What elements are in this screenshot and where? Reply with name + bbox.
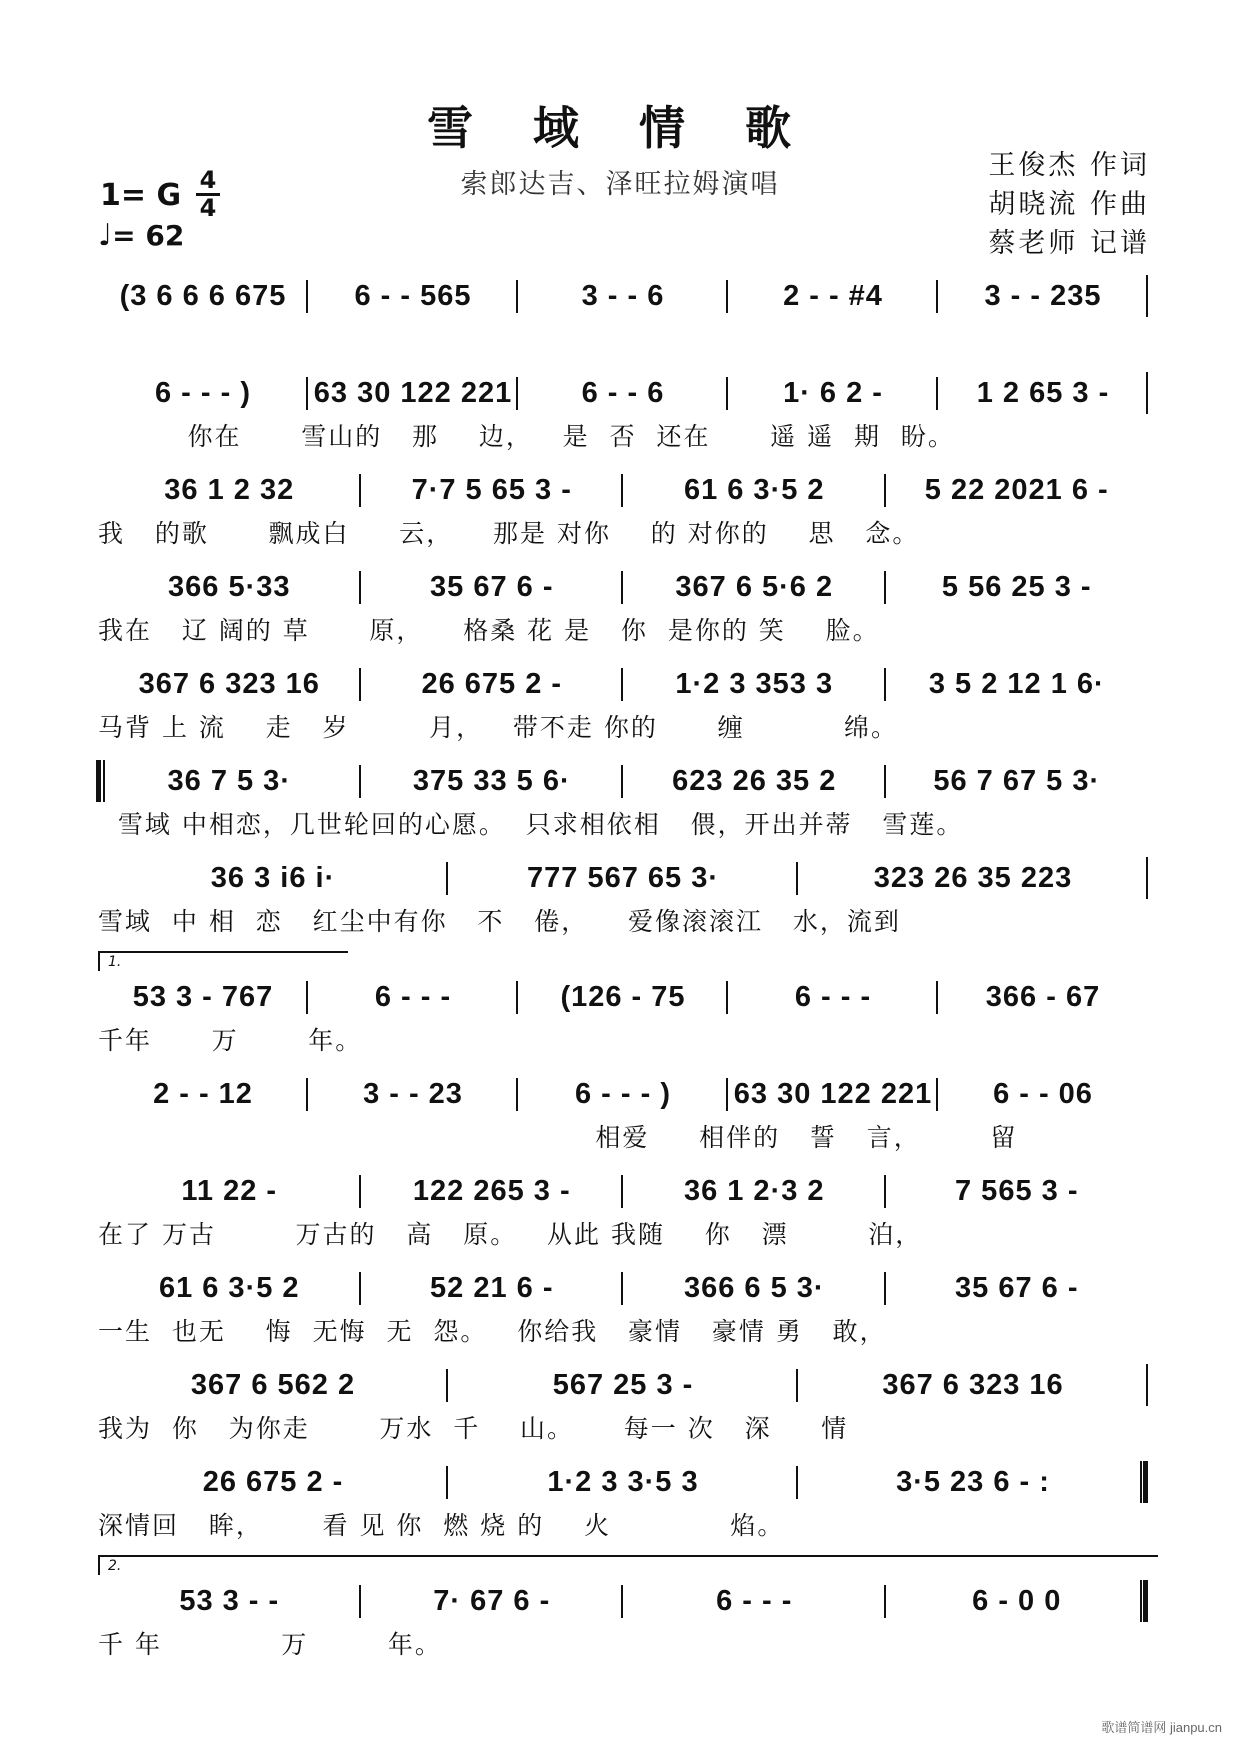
measure: 1·2 3 353 3 (623, 668, 886, 701)
measure: 35 67 6 - (361, 571, 624, 604)
measure: 2 - - 12 (98, 1078, 308, 1111)
measure: 367 6 562 2 (98, 1369, 448, 1402)
measure: 36 1 2 32 (98, 474, 361, 507)
measure: 7 565 3 - (886, 1175, 1149, 1208)
score-system (98, 757, 1148, 854)
lyric-line: 相爱 相伴的 誓 言， 留 (98, 1123, 1018, 1152)
measure: 366 6 5 3· (623, 1272, 886, 1305)
lyric-line (98, 322, 1148, 358)
measure: 36 3 i6 i· (98, 862, 448, 895)
notation-line (98, 757, 1148, 806)
measure: 366 5·33 (98, 571, 361, 604)
lyric-line: 千年 万 年。 (98, 1026, 363, 1055)
barline (1140, 1461, 1148, 1503)
measure: 777 567 65 3· (448, 862, 798, 895)
lyric-line: 千 年 万 年。 (98, 1630, 442, 1659)
measure: 122 265 3 - (361, 1175, 624, 1208)
measure: 53 3 - 767 (98, 981, 308, 1014)
notation-line (98, 1361, 1148, 1410)
barline (1140, 1580, 1148, 1622)
measure: 323 26 35 223 (798, 862, 1148, 895)
measure: 6 - - - (728, 981, 938, 1014)
measure: 63 30 122 221 (308, 377, 518, 410)
lyric-line: 我 的歌 飘成白 云， 那是 对你 的 对你的 思 念。 (98, 519, 920, 548)
notation-line (98, 369, 1148, 418)
measure: 53 3 - - (98, 1585, 361, 1618)
score-system (98, 563, 1148, 660)
lyric-line: 在了 万古 万古的 高 原。 从此 我随 你 漂 泊， (98, 1220, 923, 1249)
measure: 6 - - - ) (98, 377, 308, 410)
score-system (98, 660, 1148, 757)
measure: 367 6 323 16 (798, 1369, 1148, 1402)
measure: 3 5 2 12 1 6· (886, 668, 1149, 701)
notation-line (98, 1458, 1148, 1507)
composer: 胡晓流 作曲 (988, 189, 1150, 220)
volta-bracket: 1. (98, 951, 348, 971)
notation-line (98, 1577, 1148, 1626)
credits (988, 146, 1150, 263)
measure: (3 6 6 6 675 (98, 280, 308, 313)
watermark: 歌谱简谱网 jianpu.cn (1101, 1720, 1222, 1735)
measure: 367 6 5·6 2 (623, 571, 886, 604)
measure: 5 22 2021 6 - (886, 474, 1149, 507)
score-system (98, 954, 1148, 1070)
measure: 1 2 65 3 - (938, 377, 1148, 410)
measure: 567 25 3 - (448, 1369, 798, 1402)
lyric-line: 雪域 中 相 恋 红尘中有你 不 倦， 爱像滚滚江 水，流到 (98, 907, 901, 936)
measure: 36 7 5 3· (98, 765, 361, 798)
notation-line (98, 1264, 1148, 1313)
measure: 3 - - 235 (938, 280, 1148, 313)
lyric-line: 雪域 中相恋，几世轮回的心愿。 只求相依相 偎，开出并蒂 雪莲。 (98, 810, 964, 839)
score-system (98, 854, 1148, 951)
tempo-mark (98, 218, 184, 253)
measure: 6 - - - ) (518, 1078, 728, 1111)
notation-line (98, 660, 1148, 709)
measure: 63 30 122 221 (728, 1078, 938, 1111)
time-signature (196, 168, 220, 221)
time-top: 4 (199, 166, 217, 194)
tempo-value: = 62 (112, 219, 185, 252)
barline (1146, 857, 1148, 899)
song-title: 雪 域 情 歌 (426, 101, 814, 155)
measure: 56 7 67 5 3· (886, 765, 1149, 798)
measure: 6 - 0 0 (886, 1585, 1149, 1618)
score-system (98, 272, 1148, 369)
lyric-line: 马背 上 流 走 岁 月， 带不走 你的 缠 绵。 (98, 713, 899, 742)
measure: 3 - - 6 (518, 280, 728, 313)
lyric-line: 深情回 眸， 看 见 你 燃 烧 的 火 焰。 (98, 1511, 785, 1540)
notation-line (98, 854, 1148, 903)
repeat-start-barline (96, 760, 105, 802)
notation-line (98, 1167, 1148, 1216)
measure: 1·2 3 3·5 3 (448, 1466, 798, 1499)
score-system (98, 1361, 1148, 1458)
notation-line (98, 973, 1148, 1022)
notation-line (98, 272, 1148, 321)
transcriber: 蔡老师 记谱 (988, 228, 1150, 259)
measure: 7· 67 6 - (361, 1585, 624, 1618)
measure: 36 1 2·3 2 (623, 1175, 886, 1208)
measure: 26 675 2 - (98, 1466, 448, 1499)
measure: 6 - - - (308, 981, 518, 1014)
quarter-note-icon: ♩ (98, 218, 113, 253)
measure: 375 33 5 6· (361, 765, 624, 798)
score-system (98, 1558, 1148, 1674)
measure: 11 22 - (98, 1175, 361, 1208)
measure: 61 6 3·5 2 (98, 1272, 361, 1305)
score-system (98, 1458, 1148, 1555)
measure: 6 - - 565 (308, 280, 518, 313)
measure: (126 - 75 (518, 981, 728, 1014)
lyric-line: 我在 辽 阔的 草 原， 格桑 花 是 你 是你的 笑 脸。 (98, 616, 880, 645)
score-system (98, 1264, 1148, 1361)
measure: 6 - - 06 (938, 1078, 1148, 1111)
measure: 367 6 323 16 (98, 668, 361, 701)
score-system (98, 1070, 1148, 1167)
lyricist: 王俊杰 作词 (988, 150, 1150, 181)
score-system (98, 466, 1148, 563)
measure: 35 67 6 - (886, 1272, 1149, 1305)
performers: 索郎达吉、泽旺拉姆演唱 (460, 169, 780, 200)
score (98, 272, 1148, 1674)
score-system (98, 369, 1148, 466)
measure: 6 - - 6 (518, 377, 728, 410)
notation-line (98, 466, 1148, 515)
measure: 2 - - #4 (728, 280, 938, 313)
measure: 6 - - - (623, 1585, 886, 1618)
lyric-line: 你在 雪山的 那 边， 是 否 还在 遥 遥 期 盼。 (98, 422, 955, 451)
score-system (98, 1167, 1148, 1264)
measure: 5 56 25 3 - (886, 571, 1149, 604)
notation-line (98, 1070, 1148, 1119)
measure: 52 21 6 - (361, 1272, 624, 1305)
lyric-line: 我为 你 为你走 万水 千 山。 每一 次 深 情 (98, 1414, 849, 1443)
measure: 7·7 5 65 3 - (361, 474, 624, 507)
barline (1146, 1364, 1148, 1406)
measure: 26 675 2 - (361, 668, 624, 701)
measure: 1· 6 2 - (728, 377, 938, 410)
time-bottom: 4 (199, 194, 217, 222)
barline (1146, 275, 1148, 317)
measure: 61 6 3·5 2 (623, 474, 886, 507)
lyric-line: 一生 也无 悔 无悔 无 怨。 你给我 豪情 豪情 勇 敢， (98, 1317, 887, 1346)
notation-line (98, 563, 1148, 612)
barline (1146, 372, 1148, 414)
measure: 3·5 23 6 - : (798, 1466, 1148, 1499)
key-signature: 1= G (100, 178, 182, 213)
volta-bracket: 2. (98, 1555, 1158, 1575)
measure: 623 26 35 2 (623, 765, 886, 798)
measure: 366 - 67 (938, 981, 1148, 1014)
measure: 3 - - 23 (308, 1078, 518, 1111)
